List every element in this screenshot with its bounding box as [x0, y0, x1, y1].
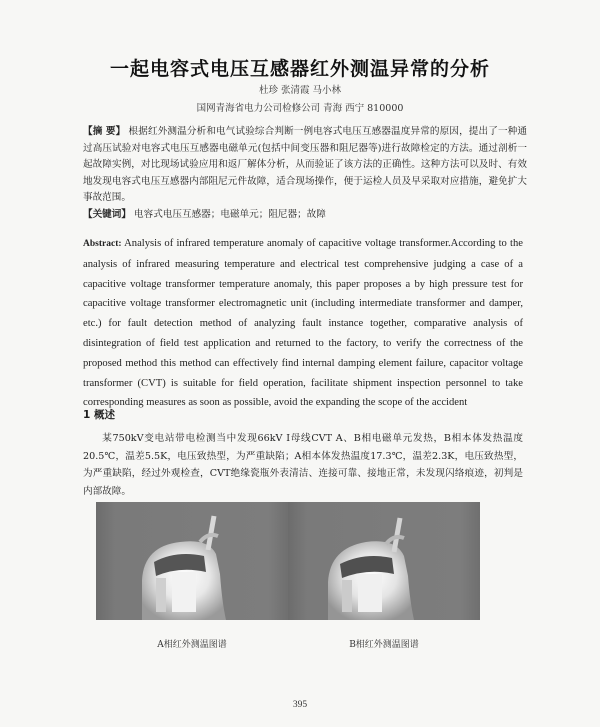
section-heading: 1 概述 — [83, 409, 115, 421]
figure-a-caption: A相红外测温图谱 — [157, 640, 227, 650]
figure-b-caption: B相红外测温图谱 — [349, 640, 419, 650]
keywords-label: 【关键词】 — [83, 209, 131, 220]
keywords-text: 电容式电压互感器；电磁单元；阻尼器；故障 — [134, 209, 326, 220]
thermogram-a — [96, 502, 288, 620]
chinese-abstract — [83, 124, 527, 207]
chinese-keywords — [83, 207, 527, 223]
author-list: 杜珍 张清霞 马小林 — [258, 85, 342, 96]
english-abstract-text: Analysis of infrared temperature anomaly of capacitive voltage transformer.According to the analysis of infrared measuring temperature and electrical test comprehensive judging a case of a capacitive voltage transformer temperature anomaly, this paper proposes a by high pressure test for capacitive voltage transformer electromagnetic unit (including intermediate transformer and damper, etc.) for fault detection method of analyzing fault instance together, comparative analysis of disintegration of field test application and returned to the factory, to verify the correctness of the proposed method this method can effectively find internal damping element failure, capacitor voltage transformer (CVT) is suitable for field operation, facilitate shipment inspection personnel to take corresponding measures as soon as possible, avoid the expanding the scope of the accident — [83, 238, 523, 409]
paper-title: 一起电容式电压互感器红外测温异常的分析 — [109, 58, 490, 80]
section-body: 某750kV变电站带电检测当中发现66kV I母线CVT A、B相电磁单元发热，B相本体发热温度20.5℃，温差5.5K，电压致热型，为严重缺陷；A相本体发热温度17.3℃，温差2.3K，电压致热型，为严重缺陷，经过外观检查，CVT绝缘瓷瓶外表清洁、连接可靠、接地正常，未发现闪络痕迹，初判是内部故障。 — [83, 433, 523, 497]
page-number: 395 — [292, 700, 308, 710]
thermogram-b — [288, 502, 480, 620]
affiliation: 国网青海省电力公司检修公司 青海 西宁 810000 — [196, 103, 404, 114]
chinese-abstract-text: 根据红外测温分析和电气试验综合判断一例电容式电压互感器温度异常的原因，提出了一种通过高压试验对电容式电压互感器电磁单元(包括中间变压器和阻尼器等)进行故障检定的方法。通过剖析一起故障实例，对比现场试验应用和返厂解体分析，从而验证了该方法的正确性。这种方法可以及时、有效地发现电容式电压互感器内部阻尼元件故障，适合现场操作，便于运检人员及早采取对应措施，避免扩大事故范围。 — [83, 126, 527, 203]
english-abstract — [83, 234, 523, 413]
english-abstract-label: Abstract: — [83, 239, 122, 249]
chinese-abstract-label: 【摘 要】 — [83, 126, 126, 137]
